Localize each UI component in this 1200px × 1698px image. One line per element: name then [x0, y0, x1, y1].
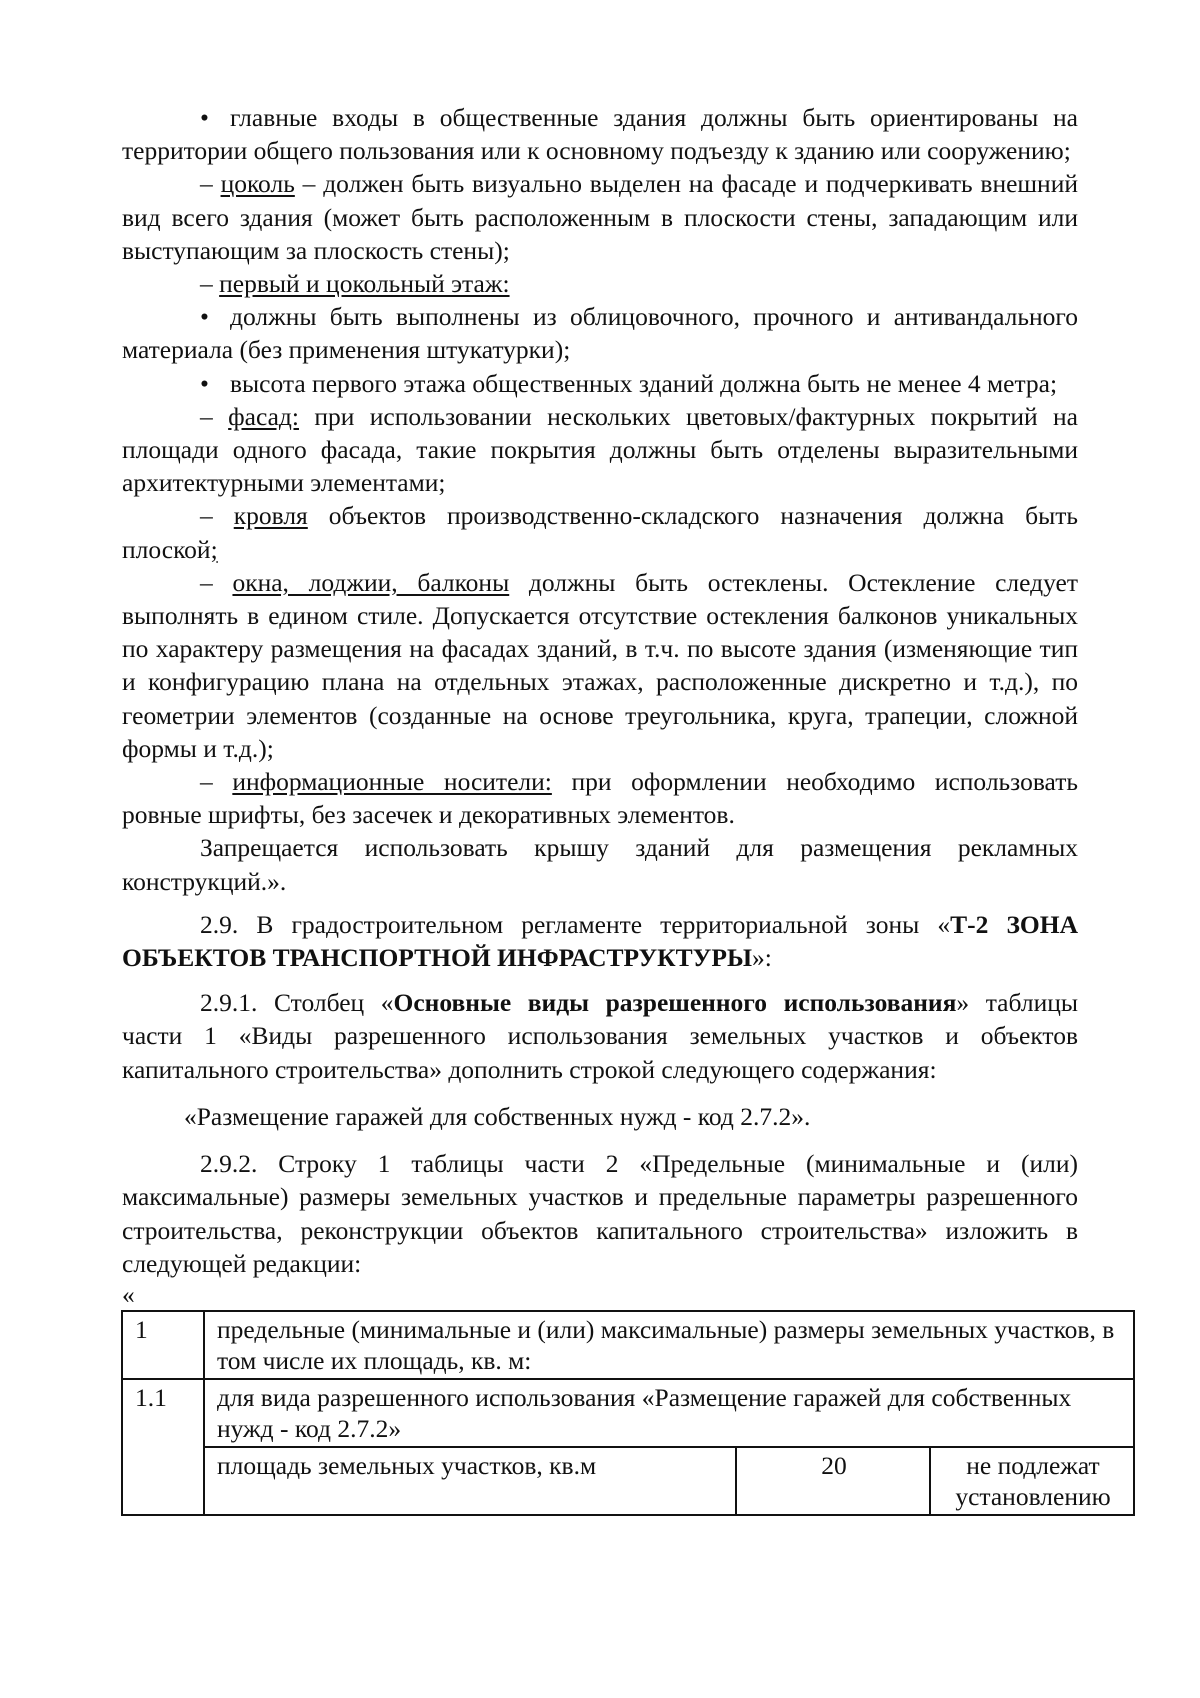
paragraph-plinth [122, 167, 1078, 267]
paragraph-text: высота первого этажа общественных зданий должна быть не менее 4 метра; [230, 368, 1058, 398]
paragraph-roof-ads: Запрещается использовать крышу зданий для размещения рекламных конструкций.». [122, 833, 1078, 896]
paragraph-text-end: ; [210, 534, 218, 564]
paragraph-facade [122, 400, 1078, 500]
paragraph-2-9 [122, 908, 1078, 974]
dash: – [200, 767, 213, 797]
paragraph-info-carriers [122, 765, 1078, 831]
paragraph-text: при оформлении необходимо использовать ровные шрифты, без засечек и декоративных элементов. [122, 767, 1078, 830]
paragraph-garages: «Размещение гаражей для собственных нужд - код 2.7.2». [184, 1101, 811, 1131]
term-roof: кровля [233, 501, 308, 531]
bullet-icon: • [200, 368, 209, 398]
term-windows: окна, лоджии, балконы [232, 567, 510, 597]
term-info-carriers: информационные носители: [232, 767, 552, 797]
paragraph-text: должны быть остеклены. Остекление следует выполнять в едином стиле. Допускается отсутствие остекления балконов уникальных по характеру размещения на фасадах зданий, в т.ч. по высоте здания (изменяющие тип и конфигурацию плана на отдельных этажах, расположенные дискретно и т.д.), по геометрии элементов (созданные на основе треугольника, круга, трапеции, сложной формы и т.д.); [122, 567, 1078, 763]
table-cell-value: 20 [736, 1447, 930, 1515]
table-cell-text: предельные (минимальные и (или) максимальные) размеры земельных участков, в том числе их площадь, кв. м: [204, 1311, 1134, 1379]
paragraph-text: 2.9.1. Столбец « [200, 988, 394, 1018]
paragraph-text: объектов производственно-складского назначения должна быть плоской [122, 501, 1079, 564]
dash: – [200, 501, 213, 531]
bullet-paragraph-materials [122, 300, 1078, 366]
dash: – [200, 169, 213, 199]
paragraph-first-floor [122, 267, 1078, 300]
paragraph-text: 2.9. В градостроительном регламенте территориальной зоны « [200, 909, 951, 939]
table-cell-text: для вида разрешенного использования «Размещение гаражей для собственных нужд - код 2.7.2» [204, 1379, 1134, 1447]
table-row [122, 1447, 1134, 1515]
table-cell-area-label: площадь земельных участков, кв.м [204, 1447, 736, 1515]
dash: – [200, 401, 213, 431]
paragraph-windows [122, 566, 1078, 765]
paragraph-text: – должен быть визуально выделен на фасаде и подчеркивать внешний вид всего здания (может быть расположенным в плоскости стены, западающим или выступающим за плоскость стены); [122, 169, 1078, 265]
bullet-icon: • [200, 103, 209, 132]
paragraph-text: главные входы в общественные здания должны быть ориентированы на территории общего пользования или к основному подъезду к зданию или сооружению; [122, 103, 1078, 166]
column-title: Основные виды разрешенного использования [393, 988, 957, 1018]
dash: – [200, 269, 213, 299]
term-first-floor: первый и цокольный этаж: [219, 269, 510, 299]
bullet-paragraph-entrances [122, 101, 1078, 167]
table-row [122, 1379, 1134, 1447]
term-facade: фасад: [228, 401, 299, 431]
paragraph-text: должны быть выполнены из облицовочного, прочного и антивандального материала (без применения штукатурки); [122, 302, 1078, 365]
regulation-table [121, 1310, 1135, 1516]
term-plinth: цоколь [220, 169, 295, 199]
table-cell-not-applicable: не подлежат установлению [930, 1447, 1134, 1515]
bullet-icon: • [200, 302, 209, 332]
paragraph-2-9-2: 2.9.2. Строку 1 таблицы части 2 «Предельные (минимальные и (или) максимальные) размеры земельных участков и предельные параметры разрешенного строительства, реконструкции объектов капитального строительства» изложить в следующей редакции: [122, 1149, 1078, 1278]
paragraph-text: »: [752, 943, 772, 973]
paragraph-2-9-1 [122, 986, 1078, 1086]
table-cell-num: 1 [122, 1311, 204, 1379]
document-page [122, 101, 1115, 1516]
dash: – [200, 567, 213, 597]
table-cell-num: 1.1 [122, 1379, 204, 1515]
bullet-paragraph-height [122, 367, 1078, 400]
paragraph-roof [122, 499, 1078, 565]
table-row [122, 1311, 1134, 1379]
paragraph-text: » таблицы части 1 «Виды разрешенного использования земельных участков и объектов капитального строительства» дополнить строкой следующего содержания: [122, 988, 1078, 1084]
paragraph-text: при использовании нескольких цветовых/фактурных покрытий на площади одного фасада, такие покрытия должны быть отделены выразительными архитектурными элементами; [122, 401, 1078, 498]
zone-title: Т-2 ЗОНА ОБЪЕКТОВ ТРАНСПОРТНОЙ ИНФРАСТРУКТУРЫ [122, 909, 1078, 973]
open-quote: « [122, 1279, 135, 1309]
